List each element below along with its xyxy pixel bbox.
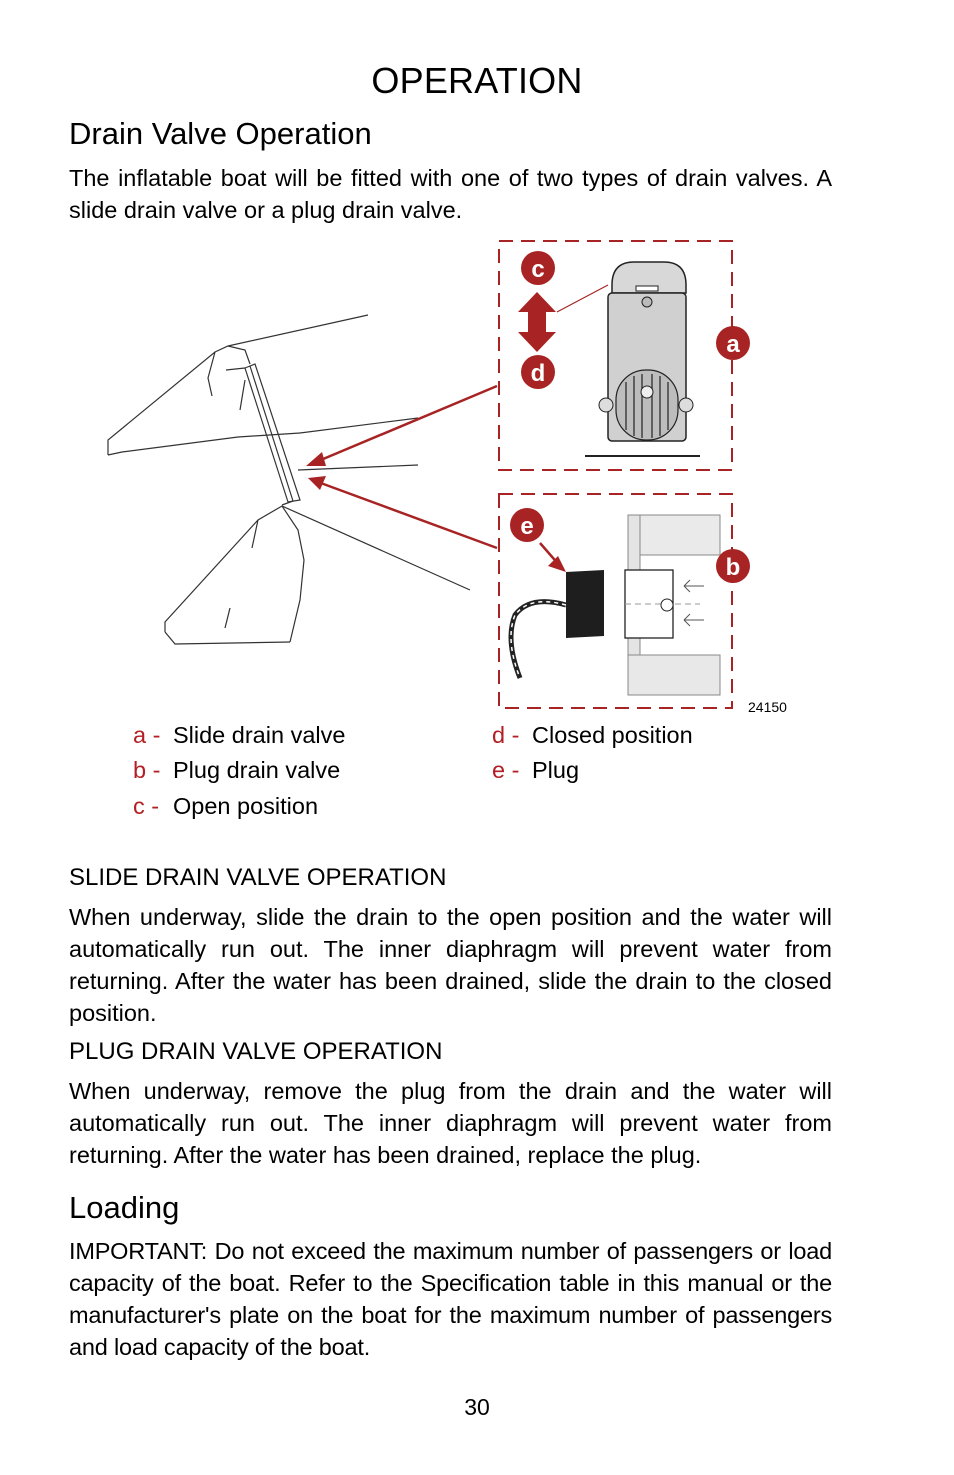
plug-drain-valve-illustration [511, 515, 720, 695]
callout-b-label: b [725, 554, 741, 581]
legend-letter: a - [133, 722, 161, 748]
page-number: 30 [464, 1394, 490, 1420]
drain-valve-figure [0, 0, 954, 730]
legend-item-d [492, 722, 693, 749]
drain-valve-intro: The inflatable boat will be fitted with one of two types of drain valves. A slide drain valve or a plug drain valve. [69, 165, 832, 223]
legend-item-b [133, 757, 340, 784]
legend-item-c [133, 793, 318, 820]
legend-item-a [133, 722, 345, 749]
slide-drain-heading: SLIDE DRAIN VALVE OPERATION [69, 864, 447, 891]
open-closed-arrow [518, 292, 556, 352]
callout-e [510, 508, 544, 542]
legend-text: Slide drain valve [173, 722, 346, 748]
legend-letter: d - [492, 722, 520, 748]
slide-drain-valve-illustration [557, 262, 700, 456]
drain-valve-heading: Drain Valve Operation [69, 116, 372, 151]
boat-transom-illustration [108, 315, 470, 644]
legend-text: Open position [173, 793, 319, 819]
legend-letter: e - [492, 757, 520, 783]
plug-drain-heading: PLUG DRAIN VALVE OPERATION [69, 1038, 443, 1065]
legend-letter: b - [133, 757, 161, 783]
legend-text: Plug [532, 757, 580, 783]
important-note [69, 1235, 832, 1363]
legend-item-e [492, 757, 579, 784]
callout-a [716, 326, 750, 360]
figure-number: 24150 [748, 699, 787, 715]
legend-text: Plug drain valve [173, 757, 341, 783]
callout-c [521, 251, 555, 285]
important-text: Do not exceed the maximum number of passengers or load capacity of the boat. Refer to the Specification table in this manual or the manufacturer's plate on the boat for the maximum number of passengers and load capacity of the boat. [69, 1238, 832, 1360]
plug-drain-body: When underway, remove the plug from the drain and the water will automatically run out. The inner diaphragm will prevent water from returning. After the water has been drained, replace the plug. [69, 1078, 832, 1168]
legend-letter: c - [133, 793, 160, 819]
callout-e-label: e [520, 513, 534, 540]
callout-b [716, 549, 750, 583]
page-title: OPERATION [371, 60, 583, 101]
slide-drain-body: When underway, slide the drain to the open position and the water will automatically run out. The inner diaphragm will prevent water from returning. After the water has been drained, slide the drain to the closed position. [69, 904, 832, 1026]
callout-a-label: a [726, 331, 740, 358]
callout-d [521, 355, 555, 389]
legend-text: Closed position [532, 722, 693, 748]
callout-d-label: d [530, 360, 546, 387]
important-label: IMPORTANT: [69, 1238, 208, 1264]
loading-heading: Loading [69, 1190, 180, 1225]
callout-c-label: c [531, 256, 545, 283]
